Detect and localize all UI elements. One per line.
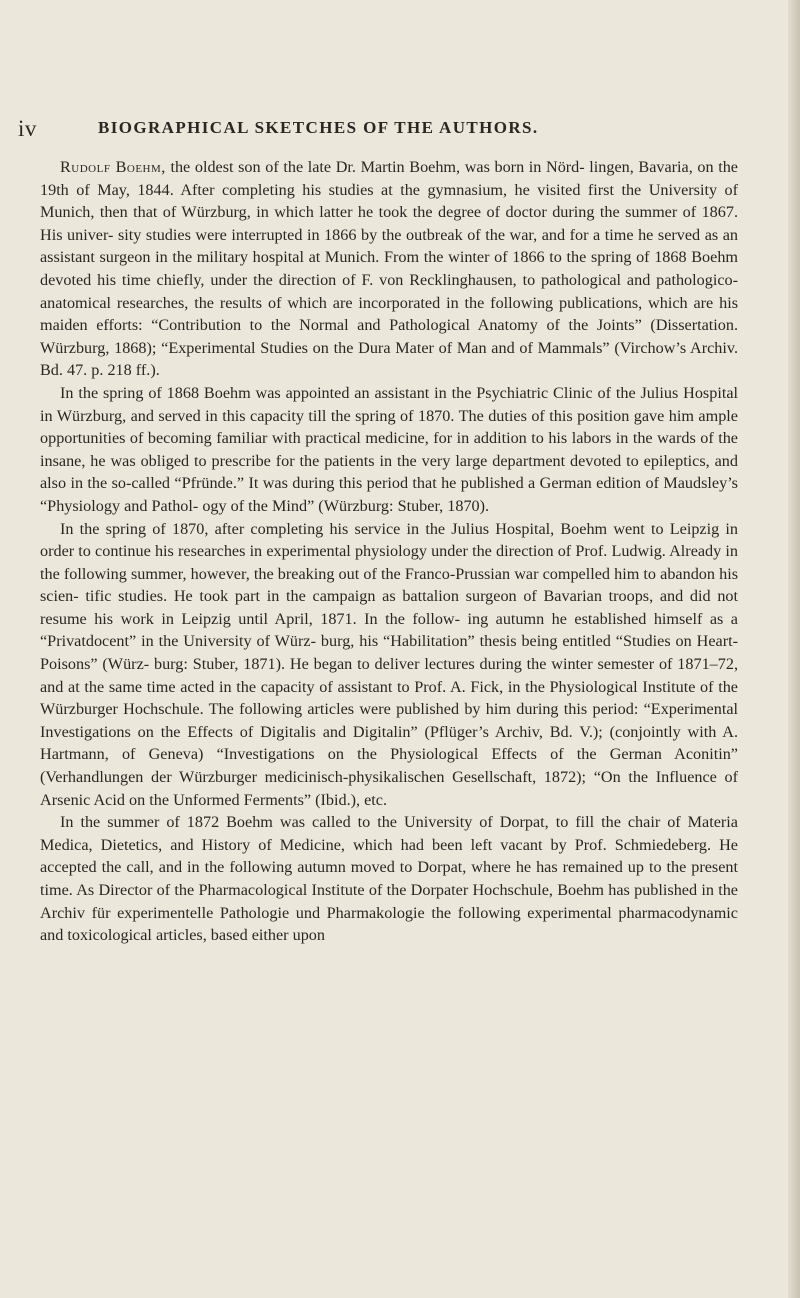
paragraph-text: In the spring of 1870, after completing his service in the Julius Hospital, Boehm went to Leipzig in order to continue his researches in experimental physiology under the direction of Prof. Ludwig. Already in the following summer, however, the breaking out of the Franco-Prussian war compelled him to abandon his scien- tific studies. He took part in the campaign as battalion surgeon of Bavarian troops, and did not resume his work in Leipzig until April, 1871. In the follow- ing autumn he established himself as a “Privatdocent” in the University of Würz- burg, his “Habilitation” thesis being entitled “Studies on Heart-Poisons” (Würz- burg: Stuber, 1871). He began to deliver lectures during the winter semester of 1871–72, and at the same time acted in the capacity of assistant to Prof. A. Fick, in the Physiological Institute of the Würzburger Hochschule. The following articles were published by him during this period: “Experimental Investigations on the Effects of Digitalis and Digitalin” (Pflüger’s Archiv, Bd. V.); (conjointly with A. Hartmann, of Geneva) “Investigations on the Physiological Effects of the German Aconitin” (Verhandlungen der Würzburger medicinisch-physikalischen Gesellschaft, 1872); “On the Influence of Arsenic Acid on the Unformed Ferments” (Ibid.), etc. — [40, 519, 738, 809]
running-head: BIOGRAPHICAL SKETCHES OF THE AUTHORS. — [98, 118, 539, 137]
body-text — [40, 156, 738, 947]
paragraph-1 — [40, 156, 738, 382]
paragraph-3 — [40, 518, 738, 812]
author-name-lead: Rudolf Boehm, — [60, 158, 166, 176]
paragraph-text: In the spring of 1868 Boehm was appointed an assistant in the Psychiatric Clinic of the Julius Hospital in Würzburg, and served in this capacity till the spring of 1870. The duties of this position gave him ample opportunities of becoming familiar with practical medicine, for in addition to his labors in the wards of the insane, he was obliged to prescribe for the patients in the very large department devoted to epileptics, and also in the so-called “Pfründe.” It was during this period that he published a German edition of Maudsley’s “Physiology and Pathol- ogy of the Mind” (Würzburg: Stuber, 1870). — [40, 383, 738, 515]
page-header — [18, 116, 738, 140]
page-edge-shadow — [788, 0, 800, 1298]
paragraph-2 — [40, 382, 738, 518]
paragraph-text: In the summer of 1872 Boehm was called to the University of Dorpat, to fill the chair of Materia Medica, Dietetics, and History of Medicine, which had been left vacant by Prof. Schmiedeberg. He accepted the call, and in the following autumn moved to Dorpat, where he has remained up to the present time. As Director of the Pharmacological Institute of the Dorpater Hochschule, Boehm has published in the Archiv für experimentelle Pathologie und Pharmakologie the following experimental pharmacodynamic and toxicological articles, based either upon — [40, 813, 738, 945]
paragraph-4 — [40, 811, 738, 947]
page-number: iv — [18, 116, 37, 141]
paragraph-text: the oldest son of the late Dr. Martin Boehm, was born in Nörd- lingen, Bavaria, on the 19th of May, 1844. After completing his studies at the gymnasium, he visited first the University of Munich, then that of Würzburg, in which latter he took the degree of doctor during the summer of 1867. His univer- sity studies were interrupted in 1866 by the outbreak of the war, and for a time he served as an assistant surgeon in the military hospital at Munich. From the winter of 1866 to the spring of 1868 Boehm devoted his time chiefly, under the direction of F. von Recklinghausen, to pathological and pathologico-anatomical researches, the results of which are incorporated in the following publications, which are his maiden efforts: “Contribution to the Normal and Pathological Anatomy of the Joints” (Dissertation. Würzburg, 1868); “Experimental Studies on the Dura Mater of Man and of Mammals” (Virchow’s Archiv. Bd. 47. p. 218 ff.). — [40, 158, 738, 380]
